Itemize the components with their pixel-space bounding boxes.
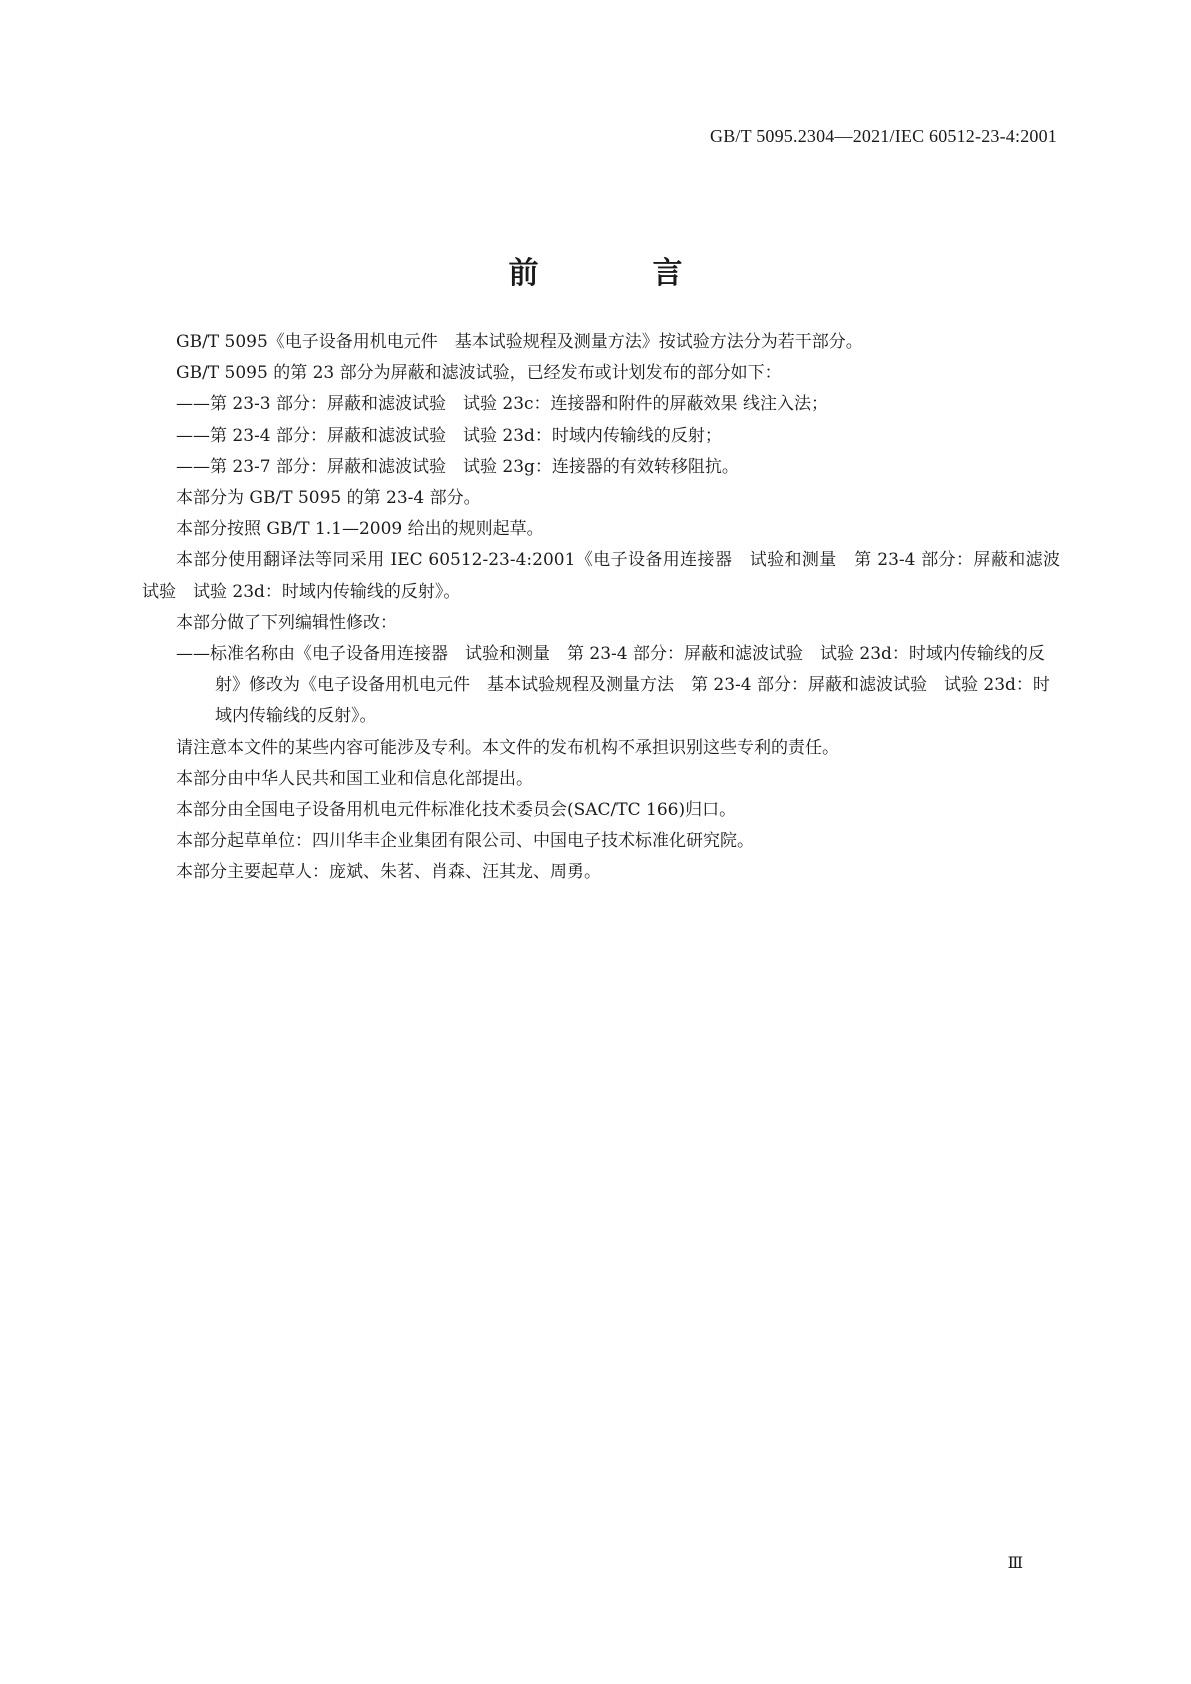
list-item-part-23-4: ——第 23-4 部分：屏蔽和滤波试验 试验 23d：时域内传输线的反射；	[176, 425, 722, 446]
page-number: Ⅲ	[1007, 1555, 1023, 1572]
paragraph-editorial-changes: 本部分做了下列编辑性修改：	[176, 612, 397, 633]
paragraph-drafters: 本部分主要起草人：庞斌、朱茗、肖森、汪其龙、周勇。	[176, 862, 601, 883]
paragraph-adoption: 本部分使用翻译法等同采用 IEC 60512-23-4:2001《电子设备用连接器 试验和测量 第 23-4 部分：屏蔽和滤波试验 试验 23d：时域内传输线的反射》。	[142, 550, 1060, 602]
paragraph-part-23-intro: GB/T 5095 的第 23 部分为屏蔽和滤波试验，已经发布或计划发布的部分如下：	[176, 363, 782, 384]
list-item-title-change: ——标准名称由《电子设备用连接器 试验和测量 第 23-4 部分：屏蔽和滤波试验 试验 23d：时域内传输线的反射》修改为《电子设备用机电元件 基本试验规程及测量方法 第 23-4 部分：屏蔽和滤波试验 试验 23d：时域内传输线的反射》。	[176, 644, 1050, 727]
paragraph-patent-notice: 请注意本文件的某些内容可能涉及专利。本文件的发布机构不承担识别这些专利的责任。	[176, 737, 839, 758]
paragraph-this-part: 本部分为 GB/T 5095 的第 23-4 部分。	[176, 488, 481, 509]
paragraph-administered-by: 本部分由全国电子设备用机电元件标准化技术委员会(SAC/TC 166)归口。	[176, 800, 737, 821]
paragraph-standard-overview: GB/T 5095《电子设备用机电元件 基本试验规程及测量方法》按试验方法分为若干部分。	[176, 332, 863, 352]
paragraph-drafting-rules: 本部分按照 GB/T 1.1—2009 给出的规则起草。	[176, 519, 544, 540]
foreword-body	[142, 327, 1060, 889]
standard-code-header: GB/T 5095.2304—2021/IEC 60512-23-4:2001	[710, 126, 1057, 146]
list-item-part-23-7: ——第 23-7 部分：屏蔽和滤波试验 试验 23g：连接器的有效转移阻抗。	[176, 456, 739, 477]
paragraph-drafting-units: 本部分起草单位：四川华丰企业集团有限公司、中国电子技术标准化研究院。	[176, 831, 754, 852]
list-item-part-23-3: ——第 23-3 部分：屏蔽和滤波试验 试验 23c：连接器和附件的屏蔽效果 线注入法；	[176, 394, 828, 415]
page-title: 前 言	[508, 256, 725, 292]
paragraph-proposed-by: 本部分由中华人民共和国工业和信息化部提出。	[176, 768, 533, 789]
